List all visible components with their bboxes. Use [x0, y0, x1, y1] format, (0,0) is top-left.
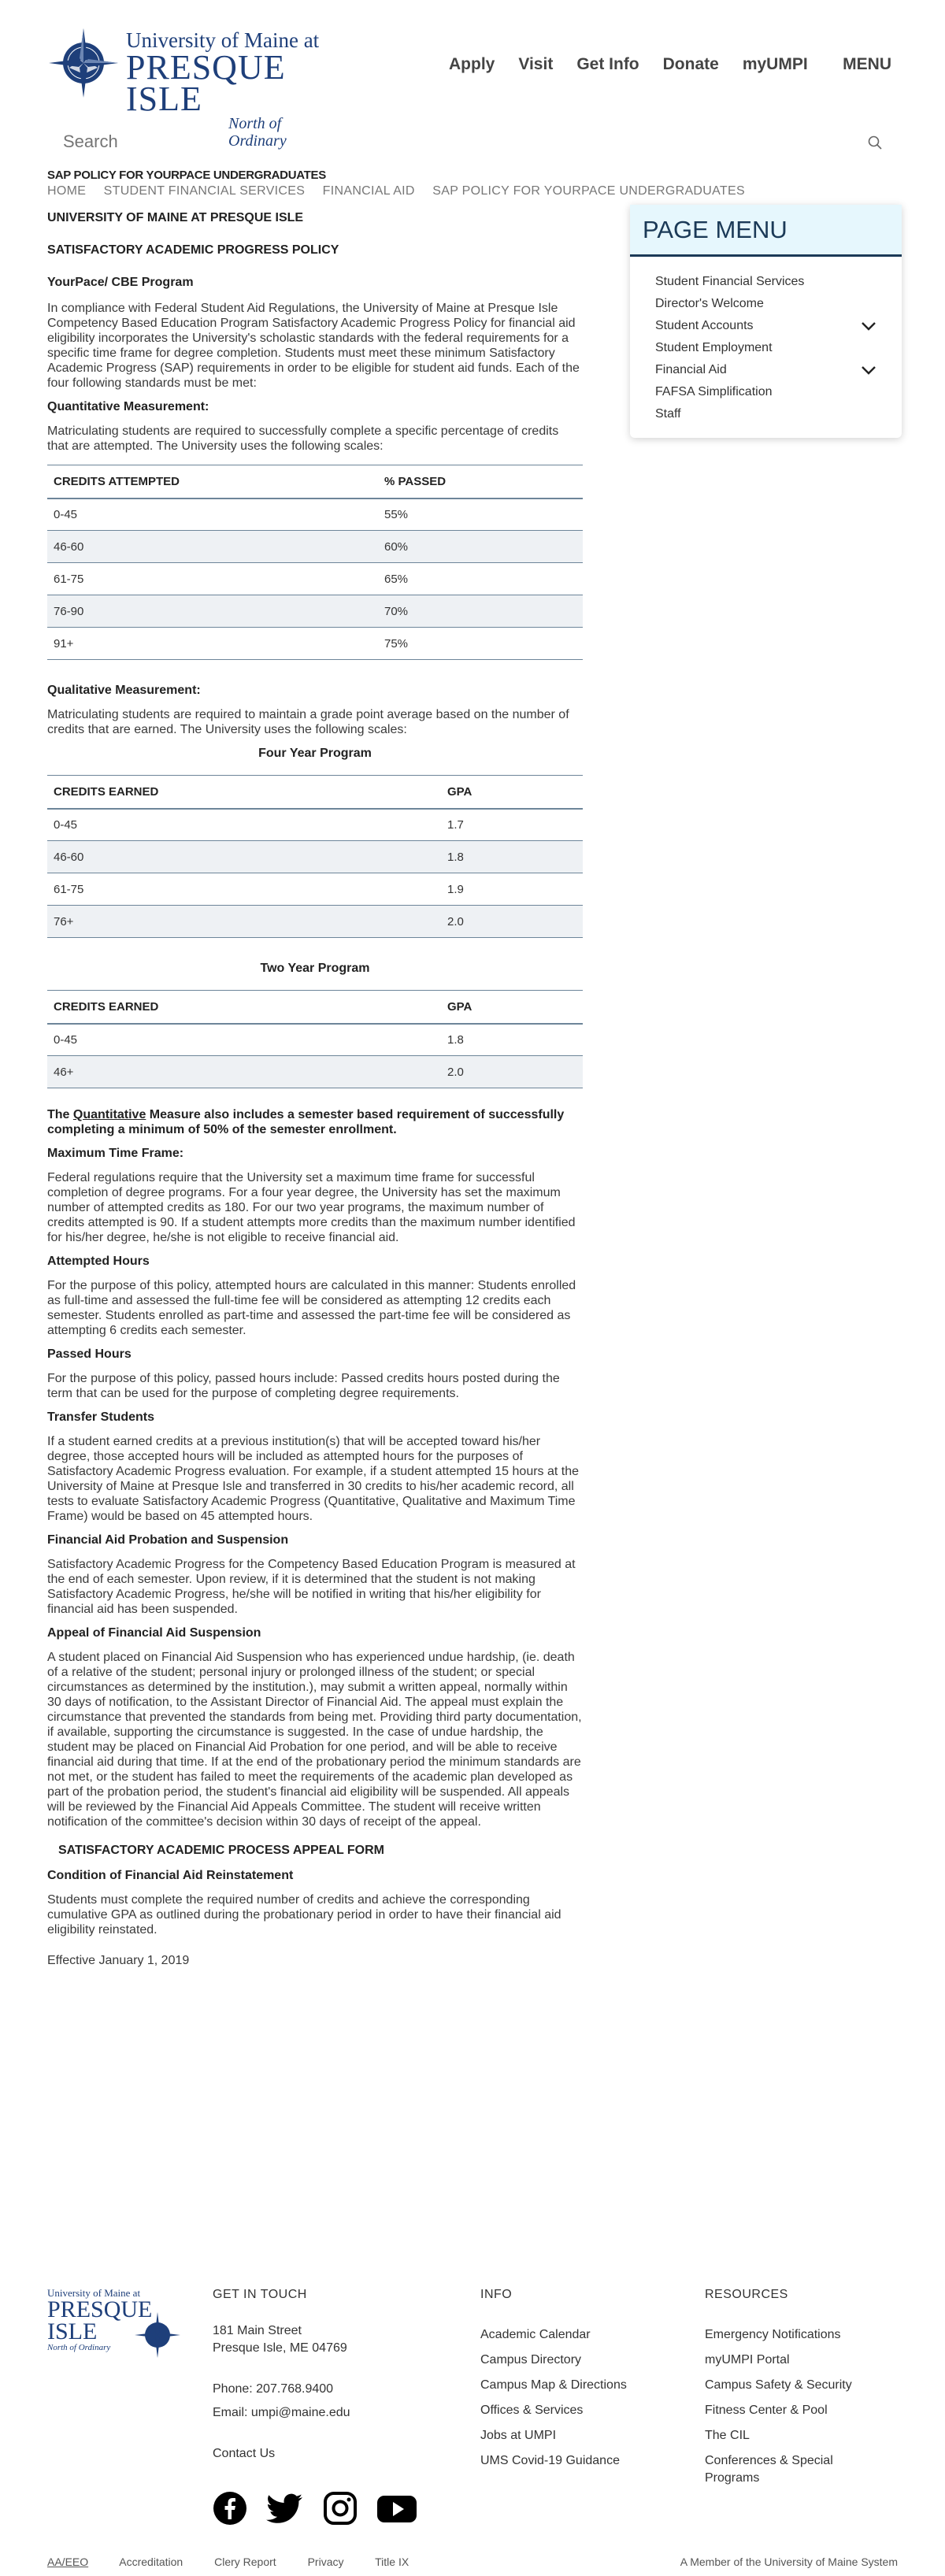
- footer-resource-link[interactable]: The CIL: [705, 2429, 750, 2442]
- quant-table: [47, 465, 583, 660]
- table-header: % PASSED: [378, 465, 583, 499]
- table-cell: 1.8: [441, 841, 583, 873]
- table-row: [47, 595, 583, 628]
- footer-resource-link[interactable]: myUMPI Portal: [705, 2353, 790, 2367]
- breadcrumb-student-financial-services[interactable]: STUDENT FINANCIAL SERVICES: [103, 184, 306, 198]
- measure-note-prefix: The: [47, 1108, 73, 1121]
- table-row: [47, 499, 583, 531]
- footer-link-accreditation[interactable]: Accreditation: [119, 2556, 183, 2568]
- footer-link-privacy[interactable]: Privacy: [307, 2556, 344, 2568]
- footer-logo[interactable]: [47, 2288, 181, 2367]
- four-year-label: Four Year Program: [258, 747, 372, 760]
- table-header: CREDITS EARNED: [47, 776, 441, 809]
- table-cell: 76-90: [47, 595, 378, 628]
- four-year-table: [47, 775, 583, 938]
- footer-logo-line3: ISLE: [47, 2318, 98, 2344]
- appeal-heading: Appeal of Financial Aid Suspension: [47, 1626, 261, 1640]
- table-header: GPA: [441, 991, 583, 1024]
- menu-item-student-employment[interactable]: [655, 337, 876, 359]
- footer-resources: [705, 2288, 870, 2487]
- footer-resource-link[interactable]: Conferences & Special Programs: [705, 2454, 833, 2485]
- table-cell: 0-45: [47, 499, 378, 531]
- probation-paragraph: Satisfactory Academic Progress for the Competency Based Education Program is measured at the end of each semester. Upon review, if it is determined that the student is not making Satisfactory Academic Progress, he/she will be notified in writing that his/her eligibility for financial aid has been suspended.: [47, 1558, 576, 1616]
- nav-get-info[interactable]: Get Info: [576, 55, 639, 73]
- main-area: [0, 213, 945, 2296]
- nav-myumpi[interactable]: myUMPI: [742, 55, 808, 73]
- university-heading: UNIVERSITY OF MAINE AT PRESQUE ISLE: [47, 211, 304, 224]
- menu-item-fafsa-simplification[interactable]: [655, 381, 876, 403]
- table-header: GPA: [441, 776, 583, 809]
- max-heading: Maximum Time Frame:: [47, 1147, 184, 1160]
- nav-donate[interactable]: Donate: [662, 55, 719, 73]
- attempted-heading: Attempted Hours: [47, 1255, 150, 1268]
- footer-contact: [213, 2288, 350, 2463]
- table-row: [47, 809, 583, 841]
- table-row: [47, 563, 583, 595]
- table-row: [47, 906, 583, 938]
- footer-link-clery-report[interactable]: Clery Report: [214, 2556, 276, 2568]
- nav-apply[interactable]: Apply: [449, 55, 495, 73]
- menu-item-label: Student Employment: [655, 341, 773, 354]
- table-row: [47, 841, 583, 873]
- passed-heading: Passed Hours: [47, 1347, 132, 1361]
- footer-info-link[interactable]: Offices & Services: [480, 2404, 584, 2417]
- footer-contact-us-link[interactable]: Contact Us: [213, 2447, 276, 2460]
- facebook-icon[interactable]: [213, 2491, 247, 2526]
- menu-item-student-accounts[interactable]: [655, 315, 876, 337]
- table-cell: 60%: [378, 531, 583, 563]
- logo-line2: PRESQUE ISLE: [126, 48, 286, 118]
- attempted-paragraph: For the purpose of this policy, attempted hours are calculated in this manner: Students enrolled as full-time and assessed the full-time fee will be considered as attempting 12 credits each semester. Students enrolled as part-time and assessed the part-time fee will be considered as attempting 6 credits each semester.: [47, 1279, 576, 1337]
- logo-tagline: North of Ordinary: [228, 115, 287, 150]
- table-cell: 46-60: [47, 531, 378, 563]
- main-content: [47, 211, 583, 1977]
- table-cell: 0-45: [47, 1024, 441, 1056]
- footer-bottom-bar: [47, 2556, 898, 2568]
- table-cell: 0-45: [47, 809, 441, 841]
- program-heading: YourPace/ CBE Program: [47, 276, 194, 289]
- social-links: [213, 2491, 417, 2526]
- footer-logo-line2: PRESQUE: [47, 2296, 153, 2322]
- menu-button[interactable]: MENU: [843, 55, 891, 73]
- table-cell: 1.7: [441, 809, 583, 841]
- quant-heading: Quantitative Measurement:: [47, 400, 209, 413]
- menu-item-label: Financial Aid: [655, 363, 727, 376]
- intro-paragraph: In compliance with Federal Student Aid Regulations, the University of Maine at Presque Isle Competency Based Education Program Satisfactory Academic Progress Policy for financial aid eligibility incorporates the University's scholastic standards with the federal requirements for a specific time frame for degree completion. Students must meet these minimum Satisfactory Academic Progress (SAP) requirements in order to be eligible for student aid funds. Each of the four following standards must be met:: [47, 302, 580, 390]
- passed-paragraph: For the purpose of this policy, passed hours include: Passed credits hours posted during the term that can be used for the purpose of completing degree requirements.: [47, 1372, 560, 1400]
- site-header: [0, 0, 945, 150]
- reinstate-paragraph: Students must complete the required number of credits and achieve the corresponding cumulative GPA as outlined during the probationary period in order to have their financial aid eligibility reinstated.: [47, 1893, 561, 1937]
- table-cell: 91+: [47, 628, 378, 660]
- transfer-paragraph: If a student earned credits at a previous institution(s) that will be accepted toward his/her degree, those accepted hours will be included as attempted hours for the purposes of Satisfactory Academic Progress evaluation. For example, if a student attempted 15 hours at the University of Maine at Presque Isle and transferred in 30 credits to his/her academic record, all tests to evaluate Satisfactory Academic Progress (Quantitative, Qualitative and Maximum Time Frame) would be based on 45 attempted hours.: [47, 1435, 580, 1523]
- transfer-heading: Transfer Students: [47, 1410, 155, 1424]
- table-row: [47, 628, 583, 660]
- policy-heading: SATISFACTORY ACADEMIC PROGRESS POLICY: [47, 243, 339, 257]
- table-cell: 61-75: [47, 563, 378, 595]
- table-cell: 1.8: [441, 1024, 583, 1056]
- footer-info-link[interactable]: UMS Covid-19 Guidance: [480, 2454, 620, 2467]
- table-row: [47, 1056, 583, 1088]
- page-title: SAP POLICY FOR YOURPACE UNDERGRADUATES: [47, 169, 326, 182]
- footer-email[interactable]: Email: umpi@maine.edu: [213, 2406, 350, 2419]
- measure-note: [47, 1107, 583, 1137]
- search-input[interactable]: [47, 126, 898, 158]
- table-cell: 2.0: [441, 1056, 583, 1088]
- footer-heading-contact: GET IN TOUCH: [213, 2288, 307, 2301]
- table-cell: 61-75: [47, 873, 441, 906]
- footer-info-link[interactable]: Academic Calendar: [480, 2328, 591, 2341]
- breadcrumb-financial-aid[interactable]: FINANCIAL AID: [322, 184, 415, 198]
- main-nav: [449, 55, 832, 74]
- menu-item-label: Staff: [655, 407, 681, 421]
- menu-item-label: FAFSA Simplification: [655, 385, 773, 398]
- footer-resource-link[interactable]: Fitness Center & Pool: [705, 2404, 828, 2417]
- page-menu-title: PAGE MENU: [643, 216, 788, 243]
- table-header: CREDITS EARNED: [47, 991, 441, 1024]
- breadcrumb: [47, 184, 945, 198]
- footer-logo-line1: University of Maine at: [47, 2287, 141, 2299]
- table-row: [47, 531, 583, 563]
- search-icon[interactable]: [868, 135, 882, 150]
- qual-paragraph: Matriculating students are required to maintain a grade point average based on the number of credits that are earned. The University uses the following scales:: [47, 708, 569, 736]
- footer-info-link[interactable]: Jobs at UMPI: [480, 2429, 557, 2442]
- qual-heading: Qualitative Measurement:: [47, 684, 201, 697]
- table-row: [47, 873, 583, 906]
- page-menu: [630, 205, 902, 438]
- footer-heading-resources: RESOURCES: [705, 2288, 788, 2301]
- menu-item-directors-welcome[interactable]: [655, 293, 876, 315]
- compass-rose-icon: [47, 27, 120, 99]
- twitter-icon[interactable]: [266, 2491, 304, 2526]
- appeal-form-link[interactable]: SATISFACTORY ACADEMIC PROCESS APPEAL FORM: [58, 1844, 384, 1857]
- chevron-down-icon[interactable]: [861, 365, 876, 375]
- nav-visit[interactable]: Visit: [518, 55, 554, 73]
- search-bar: [47, 118, 898, 165]
- page-menu-header: [630, 205, 902, 257]
- university-logo[interactable]: [47, 25, 339, 150]
- table-header: CREDITS ATTEMPTED: [47, 465, 378, 499]
- menu-item-staff[interactable]: [655, 403, 876, 425]
- footer-logo-tagline: North of Ordinary: [47, 2343, 111, 2352]
- table-cell: 2.0: [441, 906, 583, 938]
- instagram-icon[interactable]: [323, 2491, 358, 2526]
- youtube-icon[interactable]: [376, 2491, 417, 2526]
- compass-rose-icon: [134, 2311, 181, 2359]
- breadcrumb-home[interactable]: HOME: [47, 184, 87, 198]
- member-statement: A Member of the University of Maine System: [680, 2556, 898, 2568]
- footer-info-link[interactable]: Campus Directory: [480, 2353, 582, 2367]
- footer-link-aa-eeo[interactable]: AA/EEO: [47, 2556, 89, 2568]
- site-footer: [0, 2280, 945, 2576]
- probation-heading: Financial Aid Probation and Suspension: [47, 1533, 289, 1547]
- menu-item-label: Student Accounts: [655, 319, 754, 332]
- quantitative-link[interactable]: Quantitative: [72, 1108, 146, 1121]
- table-row: [47, 1024, 583, 1056]
- effective-date: Effective January 1, 2019: [47, 1954, 190, 1967]
- breadcrumb-current[interactable]: SAP POLICY FOR YOURPACE UNDERGRADUATES: [432, 184, 745, 198]
- table-cell: 55%: [378, 499, 583, 531]
- max-paragraph: Federal regulations require that the University set a maximum time frame for successful completion of degree programs. For a four year degree, the University has set the maximum number of attempted credits as 180. For our two year programs, the maximum number of credits attempted is 90. If a student attempts more credits than the maximum number identified for his/her degree, he/she is not eligible to receive financial aid.: [47, 1171, 576, 1244]
- footer-info-link[interactable]: Campus Map & Directions: [480, 2378, 627, 2392]
- menu-item-financial-aid[interactable]: [655, 359, 876, 381]
- table-cell: 1.9: [441, 873, 583, 906]
- table-cell: 75%: [378, 628, 583, 660]
- menu-item-label: Director's Welcome: [655, 297, 764, 310]
- footer-address-line2: Presque Isle, ME 04769: [213, 2341, 347, 2355]
- footer-link-title-ix[interactable]: Title IX: [375, 2556, 410, 2568]
- quant-paragraph: Matriculating students are required to successfully complete a specific percentage of credits that are attempted. The University uses the following scales:: [47, 424, 559, 453]
- appeal-paragraph: A student placed on Financial Aid Suspension who has experienced undue hardship, (ie. death of a relative of the student; personal injury or prolonged illness of the student; or special circumstances as determined by the institution.), may submit a written appeal, normally within 30 days of notification, to the Assistant Director of Financial Aid. The appeal must explain the circumstance that prevented the standards from being met. Providing third party documentation, if available, supporting the circumstance is suggested. In the case of undue hardship, the student may be placed on Financial Aid Probation for one period, and will be able to receive financial aid during that time. If at the end of the probationary period the minimum standards are not met, or the student has failed to meet the requirements of the academic plan developed as part of the probation period, the student's financial aid eligibility will be suspended. All appeals will be reviewed by the Financial Aid Appeals Committee. The student will receive written notification of the committee's decision within 30 days of receipt of the appeal.: [47, 1651, 582, 1829]
- two-year-table: [47, 990, 583, 1088]
- table-cell: 70%: [378, 595, 583, 628]
- menu-item-label: Student Financial Services: [655, 275, 805, 288]
- footer-heading-info: INFO: [480, 2288, 513, 2301]
- table-cell: 76+: [47, 906, 441, 938]
- footer-resource-link[interactable]: Campus Safety & Security: [705, 2378, 852, 2392]
- measure-note-rest: Measure also includes a semester based requirement of successfully completing a minimum of 50% of the semester enrollment.: [47, 1108, 565, 1136]
- page-menu-list: [630, 257, 902, 438]
- two-year-label: Two Year Program: [260, 962, 370, 975]
- reinstate-heading: Condition of Financial Aid Reinstatement: [47, 1869, 294, 1882]
- table-cell: 65%: [378, 563, 583, 595]
- table-cell: 46-60: [47, 841, 441, 873]
- footer-address-line1: 181 Main Street: [213, 2324, 302, 2337]
- logo-line1: University of Maine at: [126, 28, 320, 52]
- footer-resource-link[interactable]: Emergency Notifications: [705, 2328, 841, 2341]
- table-cell: 46+: [47, 1056, 441, 1088]
- footer-phone[interactable]: Phone: 207.768.9400: [213, 2382, 334, 2396]
- menu-item-student-financial-services[interactable]: [655, 271, 876, 293]
- footer-info: [480, 2288, 627, 2474]
- chevron-down-icon[interactable]: [861, 321, 876, 331]
